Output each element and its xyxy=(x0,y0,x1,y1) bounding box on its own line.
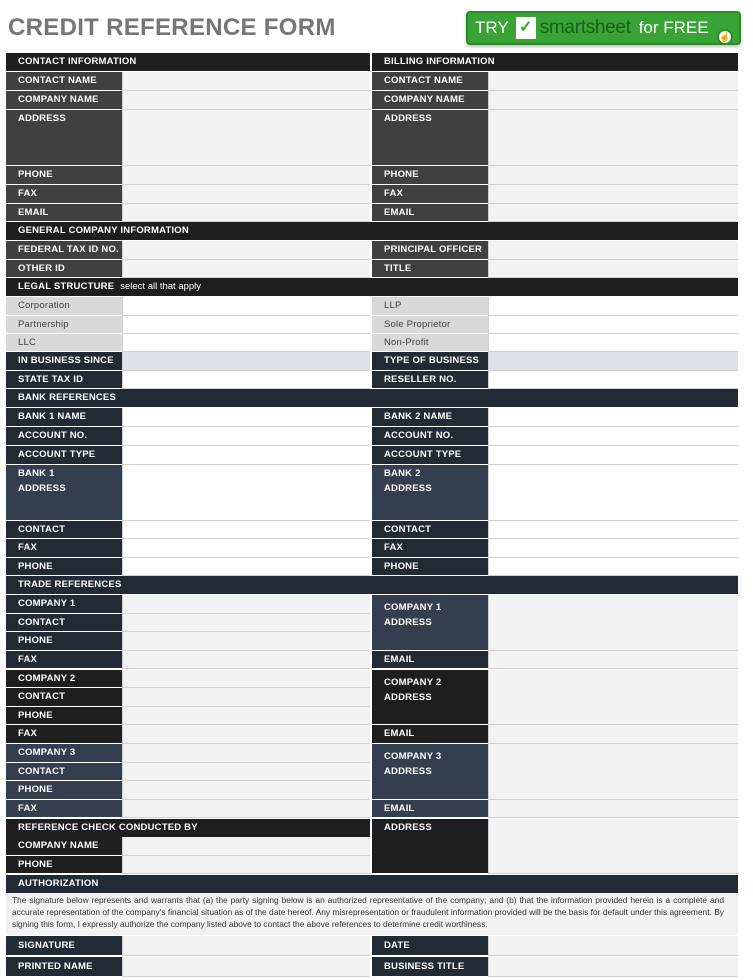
sole-proprietor-option[interactable]: Sole Proprietor xyxy=(372,316,488,334)
billing-email-label: EMAIL xyxy=(372,204,488,222)
billing-contact-name-field[interactable] xyxy=(488,72,738,91)
check-company-name-label: COMPANY NAME xyxy=(6,837,122,856)
company1-address-field[interactable] xyxy=(488,595,738,651)
company1-address-label xyxy=(372,595,488,651)
company3-fax-label: FAX xyxy=(6,800,122,818)
cta-prefix: TRY xyxy=(475,18,509,37)
billing-phone-field[interactable] xyxy=(488,166,738,185)
corporation-checkbox[interactable] xyxy=(122,297,370,316)
signature-label: SIGNATURE xyxy=(6,936,122,956)
in-business-since-field[interactable] xyxy=(122,352,370,371)
company1-phone-label: PHONE xyxy=(6,632,122,651)
bank2-account-type-label: ACCOUNT TYPE xyxy=(372,446,488,465)
billing-company-name-label: COMPANY NAME xyxy=(372,91,488,110)
company1-address-line2: ADDRESS xyxy=(384,617,432,628)
company2-field[interactable] xyxy=(122,670,370,688)
bank1-address-field[interactable] xyxy=(122,465,370,521)
page-title: CREDIT REFERENCE FORM xyxy=(8,14,336,41)
company1-address-line1: COMPANY 1 xyxy=(384,602,442,613)
company2-contact-field[interactable] xyxy=(122,688,370,707)
printed-name-label: PRINTED NAME xyxy=(6,957,122,977)
bank1-account-no-field[interactable] xyxy=(122,427,370,446)
pointer-hand-icon: ☝ xyxy=(717,29,733,45)
state-tax-id-field[interactable] xyxy=(122,371,370,389)
business-title-field[interactable] xyxy=(488,957,738,977)
bank1-account-no-label: ACCOUNT NO. xyxy=(6,427,122,446)
company2-address-line2: ADDRESS xyxy=(384,692,432,703)
company2-address-label xyxy=(372,670,488,725)
billing-address-field[interactable] xyxy=(488,110,738,166)
bank2-address-field[interactable] xyxy=(488,465,738,521)
company2-address-field[interactable] xyxy=(488,670,738,725)
company2-contact-label: CONTACT xyxy=(6,688,122,707)
type-of-business-field[interactable] xyxy=(488,352,738,371)
company1-phone-field[interactable] xyxy=(122,632,370,651)
bank1-contact-label: CONTACT xyxy=(6,521,122,539)
federal-tax-id-label: FEDERAL TAX ID NO. xyxy=(6,241,122,260)
llc-checkbox[interactable] xyxy=(122,334,370,352)
bank2-account-type-field[interactable] xyxy=(488,446,738,465)
bank1-name-label: BANK 1 NAME xyxy=(6,408,122,427)
bank2-phone-field[interactable] xyxy=(488,558,738,576)
bank2-account-no-field[interactable] xyxy=(488,427,738,446)
reference-check-header: REFERENCE CHECK CONDUCTED BY xyxy=(6,819,370,837)
bank2-fax-label: FAX xyxy=(372,539,488,558)
company1-email-label: EMAIL xyxy=(372,651,488,669)
signature-field[interactable] xyxy=(122,936,370,956)
company3-contact-label: CONTACT xyxy=(6,763,122,781)
date-field[interactable] xyxy=(488,936,738,956)
company3-address-line1: COMPANY 3 xyxy=(384,751,442,762)
address-label: ADDRESS xyxy=(6,110,122,166)
type-of-business-label: TYPE OF BUSINESS xyxy=(372,352,488,371)
checkmark-icon: ✓ xyxy=(516,17,536,39)
bank1-phone-label: PHONE xyxy=(6,558,122,576)
contact-name-field[interactable] xyxy=(122,72,370,91)
authorization-header: AUTHORIZATION xyxy=(6,875,738,893)
billing-fax-field[interactable] xyxy=(488,185,738,204)
company3-address-field[interactable] xyxy=(488,744,738,800)
billing-email-field[interactable] xyxy=(488,204,738,222)
bank2-contact-field[interactable] xyxy=(488,521,738,539)
legal-structure-header xyxy=(6,278,738,296)
billing-info-header: BILLING INFORMATION xyxy=(372,53,738,71)
bank2-contact-label: CONTACT xyxy=(372,521,488,539)
try-smartsheet-button[interactable] xyxy=(466,11,741,45)
principal-officer-field[interactable] xyxy=(488,241,738,260)
printed-name-field[interactable] xyxy=(122,957,370,977)
bank2-name-label: BANK 2 NAME xyxy=(372,408,488,427)
company2-phone-field[interactable] xyxy=(122,707,370,725)
bank1-account-type-field[interactable] xyxy=(122,446,370,465)
smartsheet-logo: smartsheet xyxy=(539,17,631,38)
bank1-address-label xyxy=(6,465,122,521)
title-label: TITLE xyxy=(372,260,488,278)
trade-references-header: TRADE REFERENCES xyxy=(6,576,738,594)
company3-field[interactable] xyxy=(122,744,370,763)
company3-phone-label: PHONE xyxy=(6,781,122,800)
general-info-header: GENERAL COMPANY INFORMATION xyxy=(6,222,738,240)
state-tax-id-label: STATE TAX ID xyxy=(6,371,122,389)
company1-email-field[interactable] xyxy=(488,651,738,669)
company2-fax-label: FAX xyxy=(6,725,122,744)
company2-label: COMPANY 2 xyxy=(6,670,122,688)
check-phone-label: PHONE xyxy=(6,856,122,874)
company-name-label: COMPANY NAME xyxy=(6,91,122,110)
sole-proprietor-checkbox[interactable] xyxy=(488,316,738,334)
billing-address-label: ADDRESS xyxy=(372,110,488,166)
check-address-field[interactable] xyxy=(488,819,738,874)
federal-tax-id-field[interactable] xyxy=(122,241,370,260)
bank2-name-field[interactable] xyxy=(488,408,738,427)
company3-address-label xyxy=(372,744,488,800)
company2-email-field[interactable] xyxy=(488,725,738,744)
legal-structure-title: LEGAL STRUCTURE xyxy=(18,281,115,292)
company2-phone-label: PHONE xyxy=(6,707,122,725)
bank2-address-line2: ADDRESS xyxy=(384,483,432,494)
other-id-label: OTHER ID xyxy=(6,260,122,278)
company1-fax-field[interactable] xyxy=(122,651,370,669)
contact-name-label: CONTACT NAME xyxy=(6,72,122,91)
billing-phone-label: PHONE xyxy=(372,166,488,185)
partnership-checkbox[interactable] xyxy=(122,316,370,334)
bank2-address-label xyxy=(372,465,488,521)
llp-option[interactable]: LLP xyxy=(372,297,488,316)
billing-fax-label: FAX xyxy=(372,185,488,204)
bank1-account-type-label: ACCOUNT TYPE xyxy=(6,446,122,465)
principal-officer-label: PRINCIPAL OFFICER xyxy=(372,241,488,260)
billing-contact-name-label: CONTACT NAME xyxy=(372,72,488,91)
bank2-phone-label: PHONE xyxy=(372,558,488,576)
bank1-name-field[interactable] xyxy=(122,408,370,427)
non-profit-checkbox[interactable] xyxy=(488,334,738,352)
other-id-field[interactable] xyxy=(122,260,370,278)
business-title-label: BUSINESS TITLE xyxy=(372,957,488,977)
check-company-name-field[interactable] xyxy=(122,837,370,856)
check-address-label: ADDRESS xyxy=(372,819,488,874)
bank1-fax-label: FAX xyxy=(6,539,122,558)
email-label: EMAIL xyxy=(6,204,122,222)
company2-fax-field[interactable] xyxy=(122,725,370,744)
legal-structure-note: select all that apply xyxy=(120,281,202,292)
company2-address-line1: COMPANY 2 xyxy=(384,677,442,688)
llp-checkbox[interactable] xyxy=(488,297,738,316)
bank1-phone-field[interactable] xyxy=(122,558,370,576)
company1-contact-label: CONTACT xyxy=(6,614,122,632)
company3-email-label: EMAIL xyxy=(372,800,488,818)
company1-field[interactable] xyxy=(122,595,370,614)
corporation-option[interactable]: Corporation xyxy=(6,297,122,316)
check-phone-field[interactable] xyxy=(122,856,370,874)
company1-fax-label: FAX xyxy=(6,651,122,669)
company-name-field[interactable] xyxy=(122,91,370,110)
llc-option[interactable]: LLC xyxy=(6,334,122,352)
bank1-contact-field[interactable] xyxy=(122,521,370,539)
company3-contact-field[interactable] xyxy=(122,763,370,781)
title-field[interactable] xyxy=(488,260,738,278)
bank2-fax-field[interactable] xyxy=(488,539,738,558)
bank2-account-no-label: ACCOUNT NO. xyxy=(372,427,488,446)
bank2-address-line1: BANK 2 xyxy=(384,468,421,479)
fax-field[interactable] xyxy=(122,185,370,204)
bank1-address-line2: ADDRESS xyxy=(18,483,66,494)
phone-field[interactable] xyxy=(122,166,370,185)
company3-label: COMPANY 3 xyxy=(6,744,122,763)
company2-email-label: EMAIL xyxy=(372,725,488,744)
email-field[interactable] xyxy=(122,204,370,222)
in-business-since-label: IN BUSINESS SINCE xyxy=(6,352,122,371)
authorization-text: The signature below represents and warrants that (a) the party signing below is an authorized representative of the company; and (b) that the information provided herein is a complete and accurate representation of the company's financial situation as of the date hereof. Any misrepresentation or fraudulent information provided will be the basis for default under this agreement. By signing this form, I expressly authorize the company listed above to contact the above references to determine credit worthiness. xyxy=(12,895,724,929)
bank-references-header: BANK REFERENCES xyxy=(6,389,738,407)
partnership-option[interactable]: Partnership xyxy=(6,316,122,334)
date-label: DATE xyxy=(372,936,488,956)
company3-fax-field[interactable] xyxy=(122,800,370,818)
company1-contact-field[interactable] xyxy=(122,614,370,632)
company3-address-line2: ADDRESS xyxy=(384,766,432,777)
cta-suffix: for FREE xyxy=(638,18,709,37)
company1-label: COMPANY 1 xyxy=(6,595,122,614)
billing-company-name-field[interactable] xyxy=(488,91,738,110)
contact-info-header: CONTACT INFORMATION xyxy=(6,53,370,71)
phone-label: PHONE xyxy=(6,166,122,185)
fax-label: FAX xyxy=(6,185,122,204)
company3-phone-field[interactable] xyxy=(122,781,370,800)
reseller-no-label: RESELLER NO. xyxy=(372,371,488,389)
address-field[interactable] xyxy=(122,110,370,166)
bank1-address-line1: BANK 1 xyxy=(18,468,55,479)
reseller-no-field[interactable] xyxy=(488,371,738,389)
bank1-fax-field[interactable] xyxy=(122,539,370,558)
non-profit-option[interactable]: Non-Profit xyxy=(372,334,488,352)
company3-email-field[interactable] xyxy=(488,800,738,818)
